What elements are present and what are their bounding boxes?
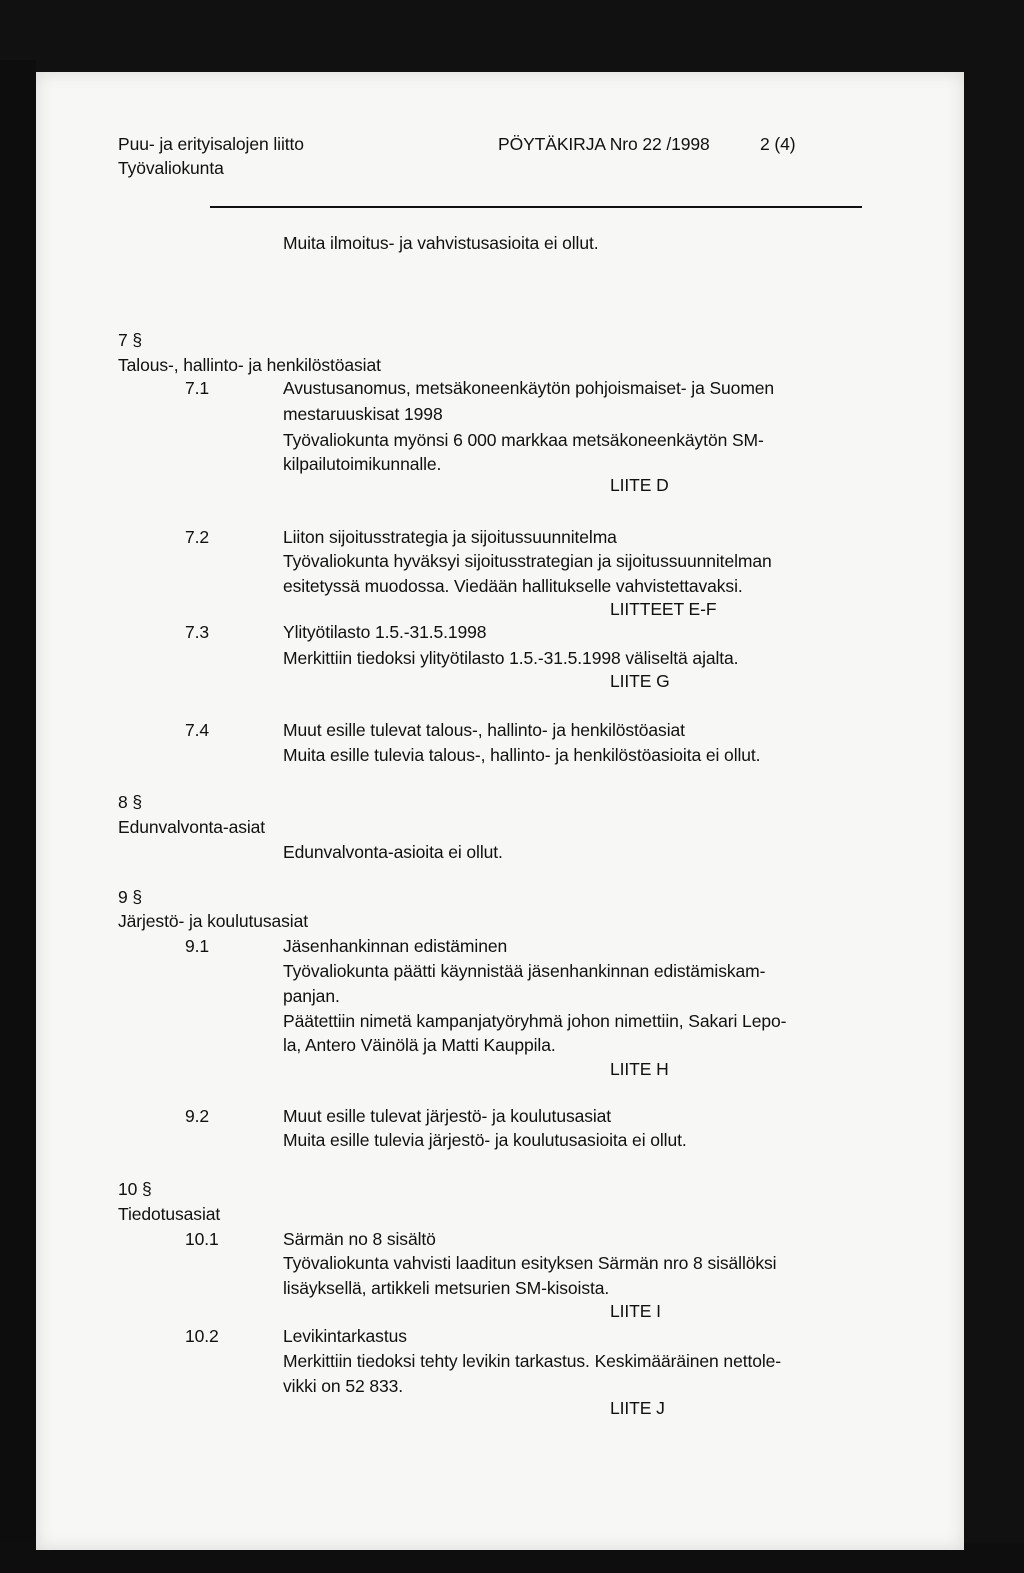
section-10-title: Tiedotusasiat [118, 1204, 221, 1224]
scan-border-left [0, 60, 36, 1573]
item-7-4-title: Muut esille tulevat talous-, hallinto- ja henkilöstöasiat [283, 720, 685, 740]
document-id: PÖYTÄKIRJA Nro 22 /1998 [498, 134, 710, 154]
page-number: 2 (4) [760, 134, 796, 154]
item-9-2-text: Muita esille tulevia järjestö- ja koulutusasioita ei ollut. [283, 1130, 687, 1150]
item-7-2-number: 7.2 [185, 527, 210, 547]
item-7-3-title: Ylityötilasto 1.5.-31.5.1998 [283, 622, 487, 642]
item-9-2-title: Muut esille tulevat järjestö- ja koulutusasiat [283, 1106, 612, 1126]
intro-text: Muita ilmoitus- ja vahvistusasioita ei ollut. [283, 233, 599, 253]
item-9-2-number: 9.2 [185, 1106, 210, 1126]
item-7-1-number: 7.1 [185, 378, 210, 398]
scan-border-right [964, 60, 1024, 1573]
section-8-text: Edunvalvonta-asioita ei ollut. [283, 842, 503, 862]
section-8-number: 8 § [118, 792, 143, 812]
item-10-1-attachment: LIITE I [610, 1301, 661, 1321]
section-9-title: Järjestö- ja koulutusasiat [118, 911, 308, 931]
item-10-1-text-cont: lisäyksellä, artikkeli metsurien SM-kisoista. [283, 1278, 610, 1298]
item-7-1-text: Työvaliokunta myönsi 6 000 markkaa metsäkoneenkäytön SM- [283, 430, 764, 450]
item-7-3-attachment: LIITE G [610, 671, 670, 691]
item-10-2-title: Levikintarkastus [283, 1326, 407, 1346]
item-7-4-number: 7.4 [185, 720, 210, 740]
item-10-2-attachment: LIITE J [610, 1398, 665, 1418]
item-7-3-text: Merkittiin tiedoksi ylityötilasto 1.5.-31.5.1998 väliseltä ajalta. [283, 648, 739, 668]
item-10-1-text: Työvaliokunta vahvisti laaditun esityksen Särmän nro 8 sisällöksi [283, 1253, 777, 1273]
section-10-number: 10 § [118, 1179, 152, 1199]
item-9-1-text-2: Päätettiin nimetä kampanjatyöryhmä johon nimettiin, Sakari Lepo- [283, 1011, 787, 1031]
organization-name: Puu- ja erityisalojen liitto [118, 134, 304, 154]
item-7-2-attachment: LIITTEET E-F [610, 599, 717, 619]
item-7-3-number: 7.3 [185, 622, 210, 642]
item-9-1-title: Jäsenhankinnan edistäminen [283, 936, 508, 956]
item-9-1-text: Työvaliokunta päätti käynnistää jäsenhankinnan edistämiskam- [283, 961, 766, 981]
item-7-1-attachment: LIITE D [610, 475, 669, 495]
section-7-number: 7 § [118, 330, 143, 350]
item-9-1-number: 9.1 [185, 936, 210, 956]
section-7-title: Talous-, hallinto- ja henkilöstöasiat [118, 355, 381, 375]
item-9-1-text-2-cont: la, Antero Väinölä ja Matti Kauppila. [283, 1035, 556, 1055]
section-8-title: Edunvalvonta-asiat [118, 817, 266, 837]
item-7-1-text-cont: kilpailutoimikunnalle. [283, 454, 442, 474]
item-10-2-number: 10.2 [185, 1326, 219, 1346]
item-7-4-text: Muita esille tulevia talous-, hallinto- ja henkilöstöasioita ei ollut. [283, 745, 761, 765]
header-divider [210, 206, 862, 208]
item-7-1-title: Avustusanomus, metsäkoneenkäytön pohjoismaiset- ja Suomen [283, 378, 775, 398]
item-9-1-attachment: LIITE H [610, 1059, 669, 1079]
item-10-2-text-cont: vikki on 52 833. [283, 1376, 404, 1396]
item-10-2-text: Merkittiin tiedoksi tehty levikin tarkastus. Keskimääräinen nettole- [283, 1351, 782, 1371]
document-page [36, 72, 964, 1550]
item-10-1-title: Särmän no 8 sisältö [283, 1229, 436, 1249]
item-7-1-title-cont: mestaruuskisat 1998 [283, 404, 443, 424]
item-9-1-text-cont: panjan. [283, 986, 340, 1006]
item-7-2-text-cont: esitetyssä muodossa. Viedään hallitukselle vahvistettavaksi. [283, 576, 743, 596]
committee-name: Työvaliokunta [118, 158, 224, 178]
section-9-number: 9 § [118, 887, 143, 907]
item-10-1-number: 10.1 [185, 1229, 219, 1249]
item-7-2-text: Työvaliokunta hyväksyi sijoitusstrategian ja sijoitussuunnitelman [283, 551, 772, 571]
item-7-2-title: Liiton sijoitusstrategia ja sijoitussuunnitelma [283, 527, 617, 547]
